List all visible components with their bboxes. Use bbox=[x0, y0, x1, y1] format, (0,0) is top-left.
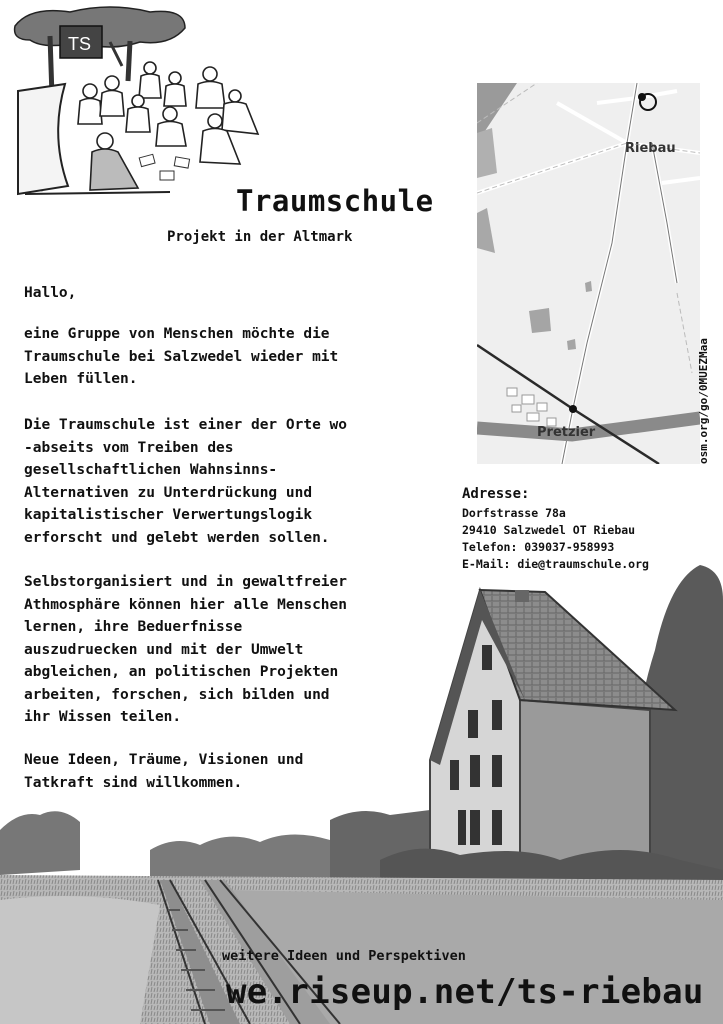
address-label: Adresse: bbox=[462, 486, 530, 502]
website-link[interactable]: we.riseup.net/ts-riebau bbox=[226, 972, 704, 1012]
greeting-text: Hallo, bbox=[24, 285, 77, 301]
self-organization-paragraph: Selbstorganisiert und in gewaltfreier Athmosphäre können hier alle Menschen lernen, ihre Beduerfnisse auszudruecken und mit der Umwelt abgleichen, an politischen Projekten arbeiten, forschen, sich bilden und ihr Wissen teilen. bbox=[24, 574, 348, 725]
intro-paragraph: eine Gruppe von Menschen möchte die Traumschule bei Salzwedel wieder mit Leben füllen. bbox=[24, 326, 339, 387]
location-map bbox=[477, 83, 700, 464]
ts-banner-text: TS bbox=[68, 34, 92, 54]
address-email[interactable]: E-Mail: die@traumschule.org bbox=[462, 557, 649, 571]
map-label-riebau: Riebau bbox=[625, 141, 676, 156]
page-title: Traumschule bbox=[236, 184, 434, 218]
address-street: Dorfstrasse 78a bbox=[462, 506, 566, 520]
welcome-paragraph: Neue Ideen, Träume, Visionen und Tatkraft sind willkommen. bbox=[24, 752, 304, 791]
page-subtitle: Projekt in der Altmark bbox=[167, 229, 353, 245]
osm-map-link[interactable]: osm.org/go/0MUEZMaa bbox=[697, 338, 710, 464]
address-city: 29410 Salzwedel OT Riebau bbox=[462, 523, 636, 537]
map-label-pretzier: Pretzier bbox=[537, 425, 596, 440]
description-paragraph: Die Traumschule ist einer der Orte wo -abseits vom Treiben des gesellschaftlichen Wahnsinns- Alternativen zu Unterdrückung und kapitalistischer Verwertungslogik erforscht und gelebt werden sollen. bbox=[24, 417, 348, 546]
address-phone: Telefon: 039037-958993 bbox=[462, 540, 615, 554]
people-under-tree-illustration bbox=[10, 6, 260, 198]
more-ideas-text: weitere Ideen und Perspektiven bbox=[222, 948, 466, 964]
